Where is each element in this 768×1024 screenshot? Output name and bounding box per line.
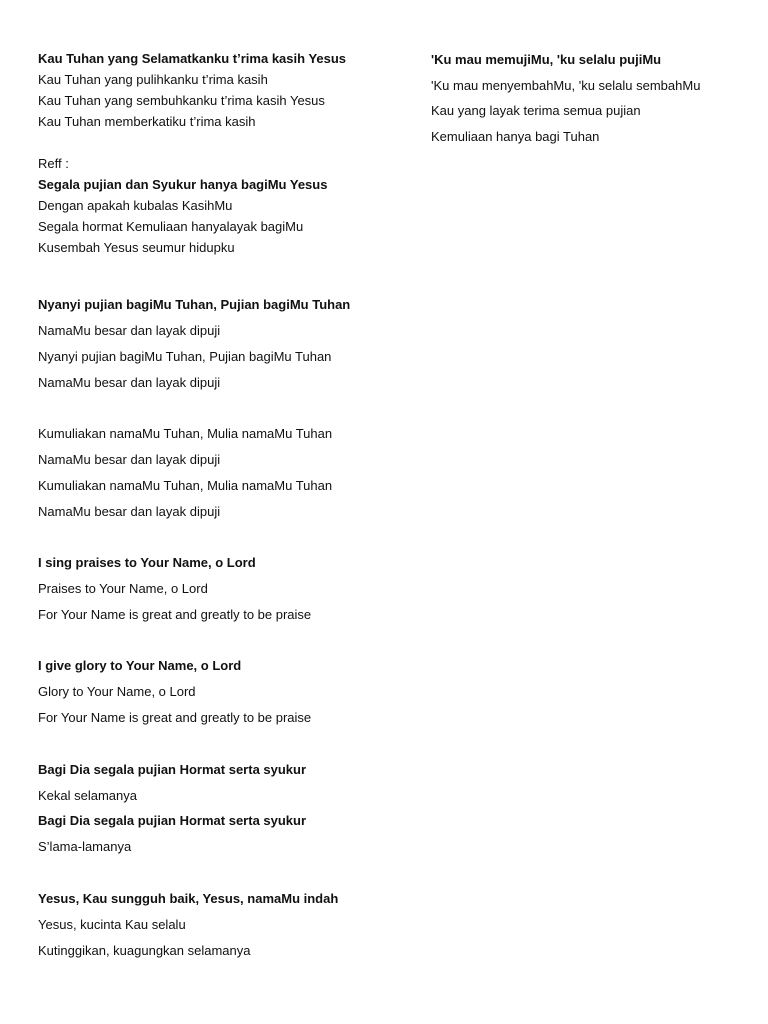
lyric-line: S’lama-lamanya	[38, 839, 132, 854]
lyric-line: Nyanyi pujian bagiMu Tuhan, Pujian bagiMu Tuhan	[38, 297, 351, 312]
lyric-line: 'Ku mau menyembahMu, 'ku selalu sembahMu	[431, 78, 701, 93]
reff-label: Reff :	[38, 156, 69, 171]
lyric-line: 'Ku mau memujiMu, 'ku selalu pujiMu	[431, 52, 662, 67]
lyric-line: Kau Tuhan yang Selamatkanku t’rima kasih Yesus	[38, 51, 347, 66]
lyric-line: Bagi Dia segala pujian Hormat serta syukur	[38, 762, 307, 777]
lyric-line: Kutinggikan, kuagungkan selamanya	[38, 943, 251, 958]
lyric-line: Yesus, kucinta Kau selalu	[38, 917, 186, 932]
lyric-line: Kau yang layak terima semua pujian	[431, 103, 641, 118]
lyric-line: NamaMu besar dan layak dipuji	[38, 452, 221, 467]
lyric-line: Kau Tuhan yang sembuhkanku t’rima kasih Yesus	[38, 93, 325, 108]
lyric-line: For Your Name is great and greatly to be praise	[38, 710, 312, 725]
lyric-line: NamaMu besar dan layak dipuji	[38, 504, 221, 519]
lyric-line: NamaMu besar dan layak dipuji	[38, 375, 221, 390]
lyric-line: Kumuliakan namaMu Tuhan, Mulia namaMu Tuhan	[38, 426, 333, 441]
lyric-line: Segala hormat Kemuliaan hanyalayak bagiMu	[38, 219, 304, 234]
lyric-line: Dengan apakah kubalas KasihMu	[38, 198, 233, 213]
lyric-line: Kemuliaan hanya bagi Tuhan	[431, 129, 600, 144]
lyric-line: Kumuliakan namaMu Tuhan, Mulia namaMu Tuhan	[38, 478, 333, 493]
lyric-line: Nyanyi pujian bagiMu Tuhan, Pujian bagiMu Tuhan	[38, 349, 332, 364]
lyric-line: I give glory to Your Name, o Lord	[38, 658, 242, 673]
lyric-line: Kau Tuhan memberkatiku t’rima kasih	[38, 114, 256, 129]
lyric-line: Kau Tuhan yang pulihkanku t’rima kasih	[38, 72, 268, 87]
lyric-line: I sing praises to Your Name, o Lord	[38, 555, 256, 570]
lyric-line: Praises to Your Name, o Lord	[38, 581, 208, 596]
lyric-line: Glory to Your Name, o Lord	[38, 684, 196, 699]
lyric-line: For Your Name is great and greatly to be praise	[38, 607, 312, 622]
lyric-line: Segala pujian dan Syukur hanya bagiMu Yesus	[38, 177, 328, 192]
lyric-line: Bagi Dia segala pujian Hormat serta syukur	[38, 813, 307, 828]
lyric-line: NamaMu besar dan layak dipuji	[38, 323, 221, 338]
lyric-line: Kekal selamanya	[38, 788, 137, 803]
lyric-line: Kusembah Yesus seumur hidupku	[38, 240, 235, 255]
lyric-line: Yesus, Kau sungguh baik, Yesus, namaMu indah	[38, 891, 339, 906]
